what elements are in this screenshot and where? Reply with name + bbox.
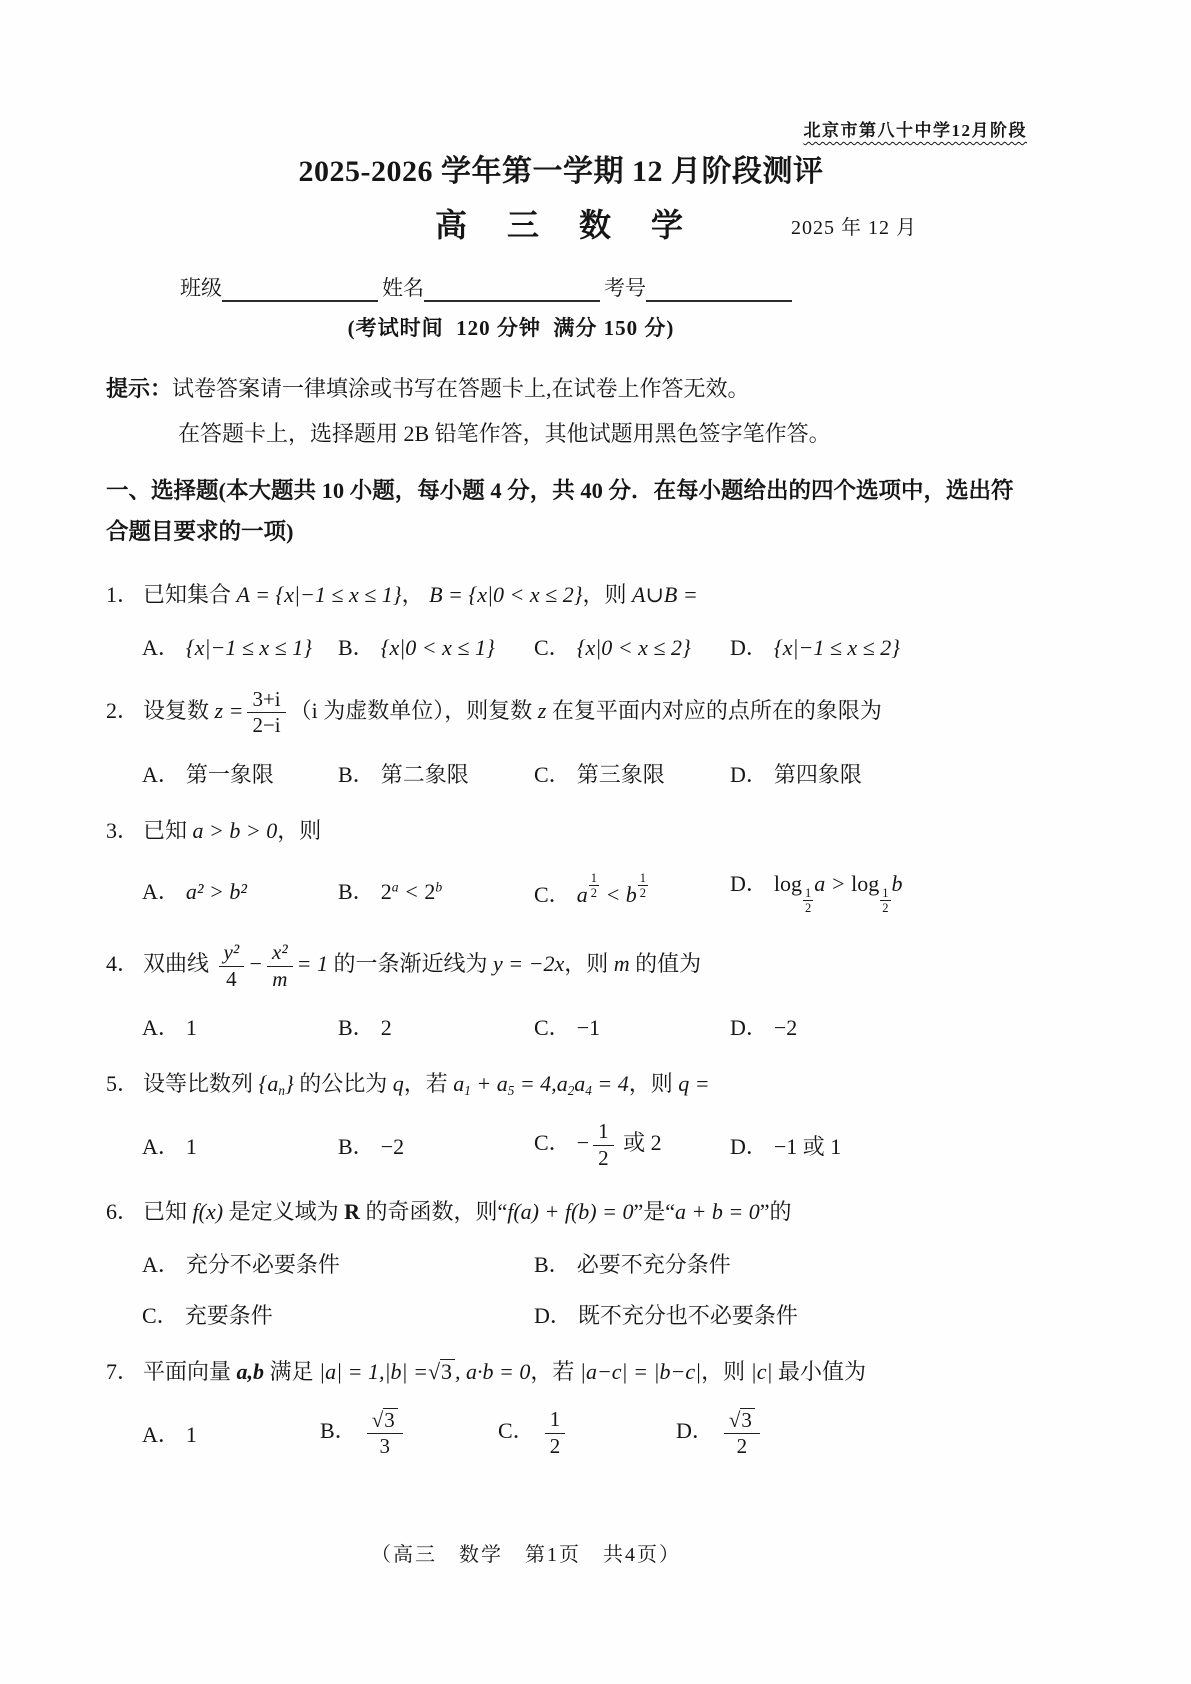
term: a bbox=[574, 1071, 586, 1097]
q6-text-post: ”的 bbox=[759, 1199, 792, 1225]
numerator: 1 bbox=[805, 885, 812, 900]
examno-blank bbox=[646, 280, 792, 302]
mini-fraction bbox=[880, 887, 890, 915]
q6-text-mid2: ”是“ bbox=[633, 1199, 675, 1225]
minus-sign: − bbox=[576, 1130, 590, 1156]
term: a bbox=[556, 1071, 568, 1097]
exam-date: 2025 年 12 月 bbox=[791, 217, 917, 239]
q6-condition-1: f(a) + f(b) = 0 bbox=[507, 1199, 634, 1225]
q2-fraction bbox=[247, 688, 285, 738]
question-2-number: 2． bbox=[106, 697, 140, 723]
option-label-d: D． bbox=[730, 1015, 768, 1041]
examno-label: 考号 bbox=[604, 276, 646, 300]
section-1-line-2: 合题目要求的一项) bbox=[106, 519, 294, 545]
question-5-options bbox=[106, 1120, 1106, 1170]
q7-option-a-value: 1 bbox=[185, 1421, 197, 1447]
q5-text-post1: 的公比为 bbox=[293, 1071, 393, 1097]
base: b bbox=[625, 882, 637, 908]
denominator: 4 bbox=[226, 966, 237, 991]
term: a bbox=[496, 1071, 508, 1097]
subscript: 2 bbox=[567, 1083, 575, 1099]
notice-block bbox=[106, 374, 1106, 450]
numerator: 1 bbox=[545, 1408, 566, 1434]
radicand: 3 bbox=[383, 1408, 398, 1431]
term: a bbox=[453, 1071, 465, 1097]
name-blank bbox=[424, 280, 600, 302]
q1-set-a: A = {x|−1 ≤ x ≤ 1} bbox=[236, 581, 402, 607]
notice-label: 提示： bbox=[106, 376, 173, 401]
question-1-stem bbox=[106, 579, 1106, 611]
question-5-stem bbox=[106, 1068, 1106, 1100]
denominator: 3 bbox=[379, 1434, 390, 1459]
question-2-stem bbox=[106, 688, 1106, 738]
option-label-a: A． bbox=[142, 1015, 180, 1041]
brace: } bbox=[284, 1071, 294, 1097]
question-7 bbox=[106, 1356, 1106, 1459]
notice-text-1: 试卷答案请一律填涂或书写在答题卡上,在试卷上作答无效。 bbox=[172, 376, 750, 401]
q4-asymptote: y = −2x bbox=[493, 951, 565, 977]
q3-option-c-value bbox=[576, 871, 649, 908]
subscript: 1 bbox=[464, 1083, 471, 1099]
equals-one: = 1 bbox=[296, 951, 328, 977]
option-label-b: B． bbox=[338, 761, 375, 787]
option-label-d: D． bbox=[534, 1302, 572, 1328]
numerator bbox=[724, 1408, 760, 1435]
student-fields bbox=[106, 272, 1106, 302]
page-footer: （高三 数学 第1页 共4页） bbox=[371, 1544, 681, 1566]
option-label-a: A． bbox=[142, 1133, 180, 1159]
subscript: 5 bbox=[507, 1083, 515, 1099]
option-label-a: A． bbox=[142, 761, 180, 787]
numerator: 1 bbox=[593, 1120, 614, 1146]
question-6-options-row-1 bbox=[106, 1248, 1106, 1279]
q2-option-c-value: 第三象限 bbox=[576, 761, 665, 787]
subject-title: 高 三 数 学 bbox=[434, 207, 687, 243]
q6-option-a bbox=[142, 1248, 534, 1279]
fraction bbox=[724, 1408, 760, 1459]
option-label-c: C． bbox=[534, 761, 571, 787]
q3-text-pre: 已知 bbox=[143, 817, 193, 843]
mini-fraction bbox=[589, 872, 599, 900]
question-2-options bbox=[106, 758, 1106, 789]
q6-condition-2: a + b = 0 bbox=[675, 1199, 760, 1225]
q4-fraction-1 bbox=[219, 941, 245, 991]
option-label-b: B． bbox=[320, 1418, 357, 1444]
numerator: y² bbox=[219, 941, 245, 967]
numerator: 1 bbox=[882, 885, 889, 900]
section-1-line-1: 一、选择题(本大题共 10 小题，每小题 4 分，共 40 分．在每小题给出的四个选项中，选出符 bbox=[106, 477, 1014, 503]
name-label: 姓名 bbox=[382, 276, 424, 300]
subscript: n bbox=[278, 1083, 285, 1099]
log-base-fraction bbox=[802, 887, 814, 915]
q1-union-expr: A∪B = bbox=[632, 581, 698, 607]
question-1-options bbox=[106, 631, 1106, 662]
q1-option-a bbox=[142, 631, 338, 662]
denominator: 2 bbox=[882, 901, 889, 915]
q6-option-b-value: 必要不充分条件 bbox=[576, 1251, 731, 1277]
denominator: 2 bbox=[805, 901, 812, 915]
denominator: 2 bbox=[549, 1433, 561, 1458]
sqrt-sign: √ bbox=[728, 1407, 741, 1432]
option-label-b: B． bbox=[338, 1133, 375, 1159]
question-6 bbox=[106, 1196, 1106, 1330]
q7-text-mid1: 满足 bbox=[264, 1358, 320, 1384]
relation: > bbox=[825, 870, 852, 896]
subject-row bbox=[106, 200, 1106, 246]
q7-option-c bbox=[498, 1408, 676, 1458]
mini-fraction bbox=[803, 887, 813, 915]
q4-text-post2: ，则 bbox=[564, 951, 614, 977]
q2-option-c bbox=[534, 758, 730, 789]
q1-option-b-value: {x|0 < x ≤ 1} bbox=[380, 634, 495, 660]
q6-option-c-value: 充要条件 bbox=[184, 1302, 273, 1328]
sqrt-sign: √ bbox=[427, 1358, 441, 1384]
question-6-options-row-2 bbox=[106, 1299, 1106, 1330]
q4-option-b bbox=[338, 1011, 534, 1042]
question-3 bbox=[106, 815, 1106, 915]
option-label-b: B． bbox=[338, 634, 375, 660]
option-label-c: C． bbox=[534, 882, 571, 908]
option-label-c: C． bbox=[534, 1130, 571, 1156]
question-7-options bbox=[106, 1408, 1106, 1459]
denominator: 2 bbox=[590, 886, 597, 901]
q4-option-c-value: −1 bbox=[576, 1015, 601, 1041]
equation-1: = 4, bbox=[514, 1071, 557, 1097]
q6-text-pre: 已知 bbox=[143, 1199, 193, 1225]
q2-fraction-denominator: 2−i bbox=[252, 713, 281, 738]
notice-line-1 bbox=[106, 374, 1106, 405]
q7-text-post: 最小值为 bbox=[772, 1358, 867, 1384]
q2-z-var: z bbox=[537, 697, 547, 723]
q1-option-b bbox=[338, 631, 534, 662]
q6-fx: f(x) bbox=[192, 1199, 224, 1225]
question-7-stem bbox=[106, 1356, 1106, 1388]
question-4-options bbox=[106, 1011, 1106, 1042]
q6-set-r: R bbox=[344, 1199, 360, 1225]
q4-text-post1: 的一条渐近线为 bbox=[328, 951, 494, 977]
minus-sign: − bbox=[248, 951, 264, 977]
q6-text-mid1a: 是定义域为 bbox=[223, 1199, 345, 1225]
q2-option-a bbox=[142, 758, 338, 789]
option-label-a: A． bbox=[142, 1251, 180, 1277]
q2-option-a-value: 第一象限 bbox=[185, 761, 274, 787]
q7-condition-1: |a| = 1,|b| = bbox=[319, 1358, 428, 1384]
question-3-stem bbox=[106, 815, 1106, 847]
numerator: 1 bbox=[590, 871, 597, 886]
q-equals: q = bbox=[678, 1071, 710, 1097]
q5-text-post3: ，则 bbox=[628, 1071, 679, 1097]
q4-text-post3: 的值为 bbox=[629, 951, 702, 977]
numerator: x² bbox=[267, 941, 293, 967]
option-label-d: D． bbox=[730, 870, 768, 896]
q2-z-equals: z = bbox=[214, 697, 244, 723]
q5-text-post2: ，若 bbox=[403, 1071, 454, 1097]
radicand: 3 bbox=[740, 1408, 755, 1431]
notice-text-2: 在答题卡上，选择题用 2B 铅笔作答，其他试题用黑色签字笔作答。 bbox=[178, 420, 831, 446]
q6-option-a-value: 充分不必要条件 bbox=[185, 1251, 340, 1277]
option-label-c: C． bbox=[142, 1302, 179, 1328]
option-label-a: A． bbox=[142, 879, 180, 905]
q1-option-d-value: {x|−1 ≤ x ≤ 2} bbox=[773, 634, 901, 660]
corner-school-header: 北京市第八十中学12月阶段 bbox=[803, 121, 1027, 140]
question-2 bbox=[106, 688, 1106, 789]
q5-option-d-value: −1 或 1 bbox=[773, 1133, 842, 1159]
log-symbol: log bbox=[851, 870, 880, 896]
q7-option-d bbox=[676, 1408, 854, 1459]
q4-option-d bbox=[730, 1011, 926, 1042]
option-label-a: A． bbox=[142, 634, 180, 660]
base: 2 bbox=[380, 879, 392, 905]
q2-option-b bbox=[338, 758, 534, 789]
q1-text-pre: 已知集合 bbox=[143, 581, 237, 607]
q2-text-post1: （i 为虚数单位），则复数 bbox=[289, 697, 538, 723]
q4-text-pre: 双曲线 bbox=[143, 951, 215, 977]
q5-text-pre: 设等比数列 bbox=[143, 1071, 259, 1097]
sqrt-sign: √ bbox=[371, 1407, 384, 1432]
option-label-b: B． bbox=[338, 1015, 375, 1041]
denominator: 2 bbox=[639, 886, 647, 901]
q3-option-c bbox=[534, 872, 730, 909]
q3-option-d bbox=[730, 867, 926, 915]
option-label-c: C． bbox=[534, 634, 571, 660]
denominator: m bbox=[272, 966, 288, 991]
argument: a bbox=[814, 870, 826, 896]
fraction bbox=[545, 1408, 566, 1458]
q4-option-d-value: −2 bbox=[773, 1015, 798, 1041]
question-3-options bbox=[106, 867, 1106, 915]
brace: { bbox=[258, 1071, 268, 1097]
numerator: 1 bbox=[639, 871, 647, 886]
option-label-d: D． bbox=[730, 634, 768, 660]
base: a bbox=[576, 882, 588, 908]
exponent-fraction bbox=[588, 872, 600, 900]
q3-option-a-value: a² > b² bbox=[185, 879, 247, 905]
q4-option-a-value: 1 bbox=[185, 1015, 197, 1041]
q3-option-d-value bbox=[773, 870, 903, 915]
base: 2 bbox=[424, 879, 436, 905]
q2-fraction-numerator: 3+i bbox=[247, 688, 285, 714]
option-label-a: A． bbox=[142, 1421, 180, 1447]
q2-option-d-value: 第四象限 bbox=[773, 761, 862, 787]
option-label-b: B． bbox=[338, 879, 375, 905]
mini-fraction bbox=[638, 872, 648, 900]
q7-option-a bbox=[142, 1418, 320, 1449]
question-5-number: 5． bbox=[106, 1071, 140, 1097]
denominator: 2 bbox=[598, 1145, 609, 1170]
fraction bbox=[367, 1408, 403, 1459]
q-var: q bbox=[392, 1071, 404, 1097]
option-label-c: C． bbox=[534, 1015, 571, 1041]
relation: < bbox=[599, 882, 626, 908]
radicand: 3 bbox=[440, 1359, 455, 1383]
q5-option-d bbox=[730, 1130, 926, 1161]
question-6-number: 6． bbox=[106, 1199, 140, 1225]
q1-option-a-value: {x|−1 ≤ x ≤ 1} bbox=[185, 634, 313, 660]
q6-option-d bbox=[534, 1299, 926, 1330]
q5-option-c bbox=[534, 1120, 730, 1170]
q7-text-mid3: ，则 bbox=[701, 1358, 751, 1384]
subscript: 4 bbox=[585, 1083, 592, 1099]
exponent: b bbox=[435, 879, 443, 895]
q4-fraction-2 bbox=[267, 941, 293, 991]
q4-option-b-value: 2 bbox=[380, 1015, 392, 1041]
log-base-fraction bbox=[879, 887, 891, 915]
q4-option-a bbox=[142, 1011, 338, 1042]
or-text: 或 2 bbox=[617, 1130, 662, 1156]
class-blank bbox=[222, 280, 378, 302]
q2-option-b-value: 第二象限 bbox=[380, 761, 469, 787]
q3-option-b bbox=[338, 875, 534, 906]
q1-option-c bbox=[534, 631, 730, 662]
option-label-d: D． bbox=[730, 761, 768, 787]
q2-text-pre: 设复数 bbox=[143, 697, 215, 723]
q2-text-post2: 在复平面内对应的点所在的象限为 bbox=[546, 697, 882, 723]
q4-m-var: m bbox=[613, 951, 630, 977]
q6-option-b bbox=[534, 1248, 926, 1279]
q5-option-b-value: −2 bbox=[380, 1133, 405, 1159]
q1-set-b: B = {x|0 < x ≤ 2} bbox=[429, 581, 583, 607]
q1-option-c-value: {x|0 < x ≤ 2} bbox=[576, 634, 691, 660]
argument: b bbox=[891, 870, 903, 896]
q3-option-a bbox=[142, 875, 338, 906]
q7-option-b bbox=[320, 1408, 498, 1459]
q3-option-b-value bbox=[381, 879, 442, 904]
q3-text-post: ，则 bbox=[277, 817, 322, 843]
exponent-fraction bbox=[637, 872, 649, 900]
denominator: 2 bbox=[736, 1434, 748, 1459]
option-label-d: D． bbox=[676, 1418, 714, 1444]
q7-text-pre: 平面向量 bbox=[143, 1358, 237, 1384]
question-6-stem bbox=[106, 1196, 1106, 1228]
q7-condition-2: , a·b = 0 bbox=[455, 1358, 531, 1384]
question-1-number: 1． bbox=[106, 581, 140, 607]
question-3-number: 3． bbox=[106, 817, 140, 843]
q1-text-mid: ，则 bbox=[582, 581, 633, 607]
question-4 bbox=[106, 941, 1106, 1042]
class-label: 班级 bbox=[180, 276, 222, 300]
question-4-stem bbox=[106, 941, 1106, 991]
q5-option-a bbox=[142, 1130, 338, 1161]
q6-option-c bbox=[142, 1299, 534, 1330]
relation: < bbox=[398, 879, 425, 905]
equation-2: = 4 bbox=[591, 1071, 629, 1097]
q1-sep: ， bbox=[401, 581, 430, 607]
question-7-number: 7． bbox=[106, 1358, 140, 1384]
q2-option-d bbox=[730, 758, 926, 789]
q5-option-c-value bbox=[576, 1119, 662, 1170]
q1-option-d bbox=[730, 631, 926, 662]
q5-option-a-value: 1 bbox=[185, 1133, 197, 1159]
log-symbol: log bbox=[773, 870, 803, 896]
q7-text-mid2: ，若 bbox=[530, 1358, 580, 1384]
option-label-c: C． bbox=[498, 1418, 535, 1444]
exam-duration-info: (考试时间 120 分钟 满分 150 分) bbox=[347, 316, 675, 340]
sequence-var: a bbox=[267, 1071, 279, 1097]
q6-option-d-value: 既不充分也不必要条件 bbox=[577, 1302, 798, 1328]
option-label-d: D． bbox=[730, 1133, 768, 1159]
question-4-number: 4． bbox=[106, 951, 140, 977]
section-1-heading bbox=[106, 470, 1106, 553]
fraction bbox=[593, 1120, 614, 1170]
option-label-b: B． bbox=[534, 1251, 571, 1277]
question-5 bbox=[106, 1068, 1106, 1170]
numerator bbox=[367, 1408, 403, 1435]
q4-option-c bbox=[534, 1011, 730, 1042]
q5-option-b bbox=[338, 1130, 534, 1161]
q3-inequality: a > b > 0 bbox=[192, 817, 278, 843]
question-1 bbox=[106, 579, 1106, 662]
q7-condition-3: |a−c| = |b−c| bbox=[579, 1358, 702, 1384]
exam-title: 2025-2026 学年第一学期 12 月阶段测评 bbox=[298, 155, 824, 188]
q7-vectors: a,b bbox=[236, 1358, 265, 1384]
q7-c-magnitude: |c| bbox=[750, 1358, 773, 1384]
q6-text-mid1b: 的奇函数，则“ bbox=[359, 1199, 508, 1225]
exponent: a bbox=[391, 879, 399, 895]
plus-sign: + bbox=[470, 1071, 497, 1097]
